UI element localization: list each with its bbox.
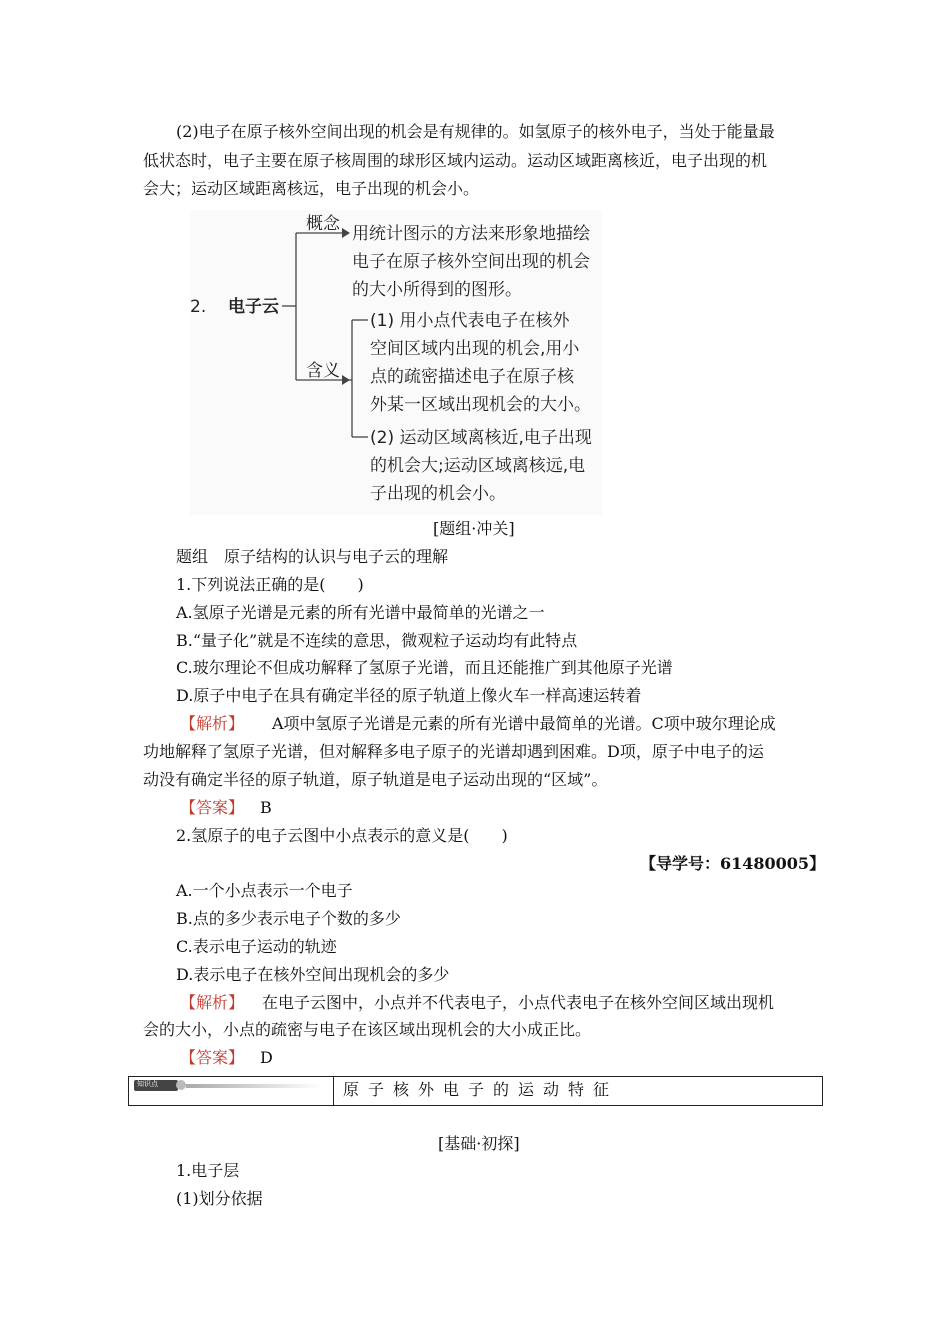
- q1-option-d: D.原子中电子在具有确定半径的原子轨道上像火车一样高速运转着: [176, 686, 642, 705]
- diagram-number: 2.: [190, 297, 207, 317]
- q2-option-a: A.一个小点表示一个电子: [176, 881, 353, 900]
- concept-line-2: 电子在原子核外空间出现的机会: [352, 252, 590, 272]
- meaning2-line-1: (2) 运动区域离核近,电子出现: [370, 428, 592, 448]
- knowledge-point-tag: [134, 1080, 178, 1091]
- meaning2-line-2: 的机会大;运动区域离核远,电: [370, 456, 586, 476]
- q2-analysis-line-2: 会的大小，小点的疏密与电子在该区域出现机会的大小成正比。: [143, 1020, 592, 1039]
- knowledge-point-gradient-bar: [186, 1084, 321, 1088]
- knowledge-point-banner: [128, 1076, 823, 1106]
- section2-item-1: 1.电子层: [176, 1161, 240, 1180]
- q1-option-c: C.玻尔理论不但成功解释了氢原子光谱，而且还能推广到其他原子光谱: [176, 658, 673, 677]
- meaning1-line-1: (1) 用小点代表电子在核外: [370, 311, 570, 331]
- meaning1-line-3: 点的疏密描述电子在原子核: [370, 367, 574, 387]
- knowledge-point-circle-icon: [176, 1080, 186, 1090]
- q1-analysis-tag: 【解析】: [180, 714, 245, 733]
- q2-answer-tag: 【答案】: [180, 1048, 245, 1067]
- q1-answer: B: [260, 798, 272, 817]
- electron-cloud-diagram: [190, 210, 602, 515]
- intro-line-2: 低状态时，电子主要在原子核周围的球形区域内运动。运动区域距离核近，电子出现的机: [143, 151, 768, 170]
- knowledge-point-tag-text: 知识点: [137, 1080, 158, 1088]
- q1-answer-tag: 【答案】: [180, 798, 245, 817]
- meaning1-line-2: 空间区域内出现的机会,用小: [370, 339, 580, 359]
- q2-analysis-tag: 【解析】: [180, 993, 245, 1012]
- diagram-root: 电子云: [228, 297, 279, 317]
- q2-stem: 2.氢原子的电子云图中小点表示的意义是( ): [176, 826, 508, 845]
- knowledge-point-label-cell: [129, 1077, 334, 1105]
- section-heading-practice: [题组·冲关]: [433, 519, 515, 538]
- q1-analysis-line-1: A项中氢原子光谱是元素的所有光谱中最简单的光谱。C项中玻尔理论成: [272, 714, 776, 733]
- diagram-branch-concept: 概念: [306, 214, 340, 234]
- meaning2-line-3: 子出现的机会小。: [370, 484, 506, 504]
- diagram-branch-meaning: 含义: [306, 361, 340, 381]
- meaning1-line-4: 外某一区域出现机会的大小。: [370, 395, 591, 415]
- section-heading-basics: [基础·初探]: [438, 1134, 520, 1153]
- question-group-title: 题组 原子结构的认识与电子云的理解: [176, 547, 449, 566]
- q1-analysis-line-2: 功地解释了氢原子光谱，但对解释多电子原子的光谱却遇到困难。D项，原子中电子的运: [143, 742, 764, 761]
- q2-answer: D: [260, 1048, 273, 1067]
- intro-line-1: (2)电子在原子核外空间出现的机会是有规律的。如氢原子的核外电子，当处于能量最: [176, 122, 775, 141]
- q2-option-d: D.表示电子在核外空间出现机会的多少: [176, 965, 450, 984]
- knowledge-point-title: 原子核外电子的运动特征: [343, 1080, 619, 1099]
- q1-stem: 1.下列说法正确的是( ): [176, 575, 364, 594]
- intro-line-3: 会大；运动区域距离核远，电子出现的机会小。: [143, 179, 480, 198]
- concept-line-3: 的大小所得到的图形。: [352, 280, 522, 300]
- q2-option-b: B.点的多少表示电子个数的多少: [176, 909, 401, 928]
- q1-option-b: B.“量子化”就是不连续的意思，微观粒子运动均有此特点: [176, 631, 578, 650]
- concept-line-1: 用统计图示的方法来形象地描绘: [352, 224, 590, 244]
- q2-guide-number: 【导学号：61480005】: [640, 854, 826, 873]
- q2-analysis-line-1: 在电子云图中，小点并不代表电子，小点代表电子在核外空间区域出现机: [262, 993, 775, 1012]
- q1-analysis-line-3: 动没有确定半径的原子轨道，原子轨道是电子运动出现的“区域”。: [143, 770, 608, 789]
- section2-item-2: (1)划分依据: [176, 1189, 263, 1208]
- q2-option-c: C.表示电子运动的轨迹: [176, 937, 337, 956]
- q1-option-a: A.氢原子光谱是元素的所有光谱中最简单的光谱之一: [176, 603, 545, 622]
